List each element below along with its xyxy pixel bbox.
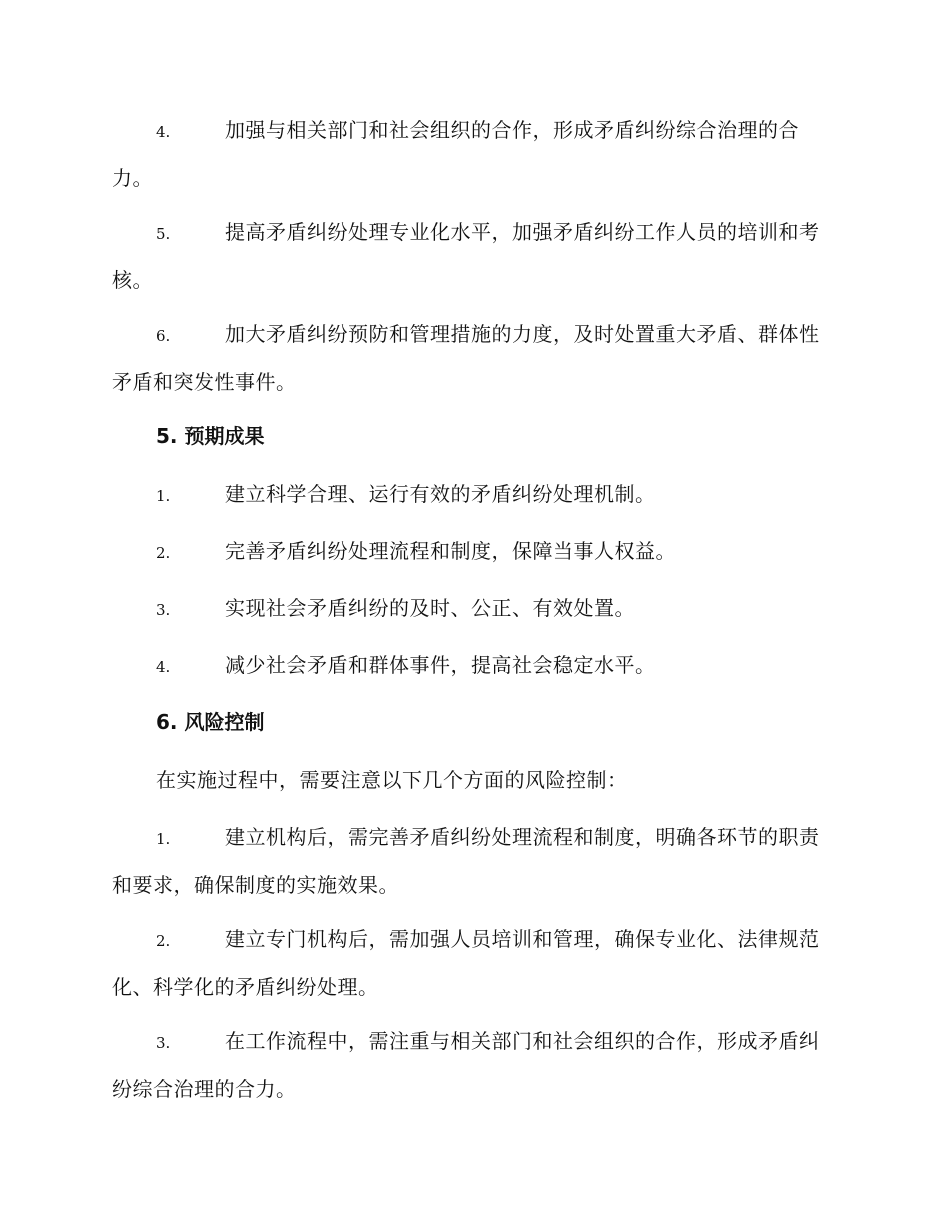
list-item-text: 建立机构后，需完善矛盾纠纷处理流程和制度，明确各环节的职责和要求，确保制度的实施效果。: [112, 825, 820, 897]
list-item-text: 加强与相关部门和社会组织的合作，形成矛盾纠纷综合治理的合力。: [112, 118, 799, 190]
list-item: [112, 814, 834, 908]
list-item-text: 建立专门机构后，需加强人员培训和管理，确保专业化、法律规范化、科学化的矛盾纠纷处理。: [112, 927, 820, 999]
list-item-text: 在工作流程中，需注重与相关部门和社会组织的合作，形成矛盾纠纷综合治理的合力。: [112, 1029, 820, 1101]
list-item-text: 提高矛盾纠纷处理专业化水平，加强矛盾纠纷工作人员的培训和考核。: [112, 220, 820, 292]
list-item: [112, 311, 834, 405]
list-item: [112, 528, 834, 576]
list-item-number: 1.: [156, 830, 171, 848]
list-item-number: 2.: [156, 932, 171, 950]
list-item-text: 减少社会矛盾和群体事件，提高社会稳定水平。: [225, 653, 656, 677]
list-item: [112, 916, 834, 1010]
list-item-text: 加大矛盾纠纷预防和管理措施的力度，及时处置重大矛盾、群体性矛盾和突发性事件。: [112, 322, 820, 394]
list-item: [112, 471, 834, 519]
section-intro: 在实施过程中，需要注意以下几个方面的风险控制：: [156, 768, 628, 792]
list-item-number: 5.: [156, 225, 171, 243]
list-item-number: 3.: [156, 1034, 171, 1052]
list-item-text: 实现社会矛盾纠纷的及时、公正、有效处置。: [225, 596, 635, 620]
list-item-number: 6.: [156, 327, 171, 345]
list-item: [112, 585, 834, 633]
section-heading-expected-results: 5. 预期成果: [156, 424, 265, 448]
list-item-text: 完善矛盾纠纷处理流程和制度，保障当事人权益。: [225, 539, 676, 563]
list-item: [112, 1018, 834, 1112]
list-item-number: 3.: [156, 601, 171, 619]
list-item-number: 2.: [156, 544, 171, 562]
list-item-number: 4.: [156, 123, 171, 141]
list-item: [112, 107, 834, 201]
list-item: [112, 642, 834, 690]
list-item-number: 4.: [156, 658, 171, 676]
list-item-number: 1.: [156, 487, 171, 505]
list-item-text: 建立科学合理、运行有效的矛盾纠纷处理机制。: [225, 482, 656, 506]
section-heading-risk-control: 6. 风险控制: [156, 710, 265, 734]
list-item: [112, 209, 834, 303]
